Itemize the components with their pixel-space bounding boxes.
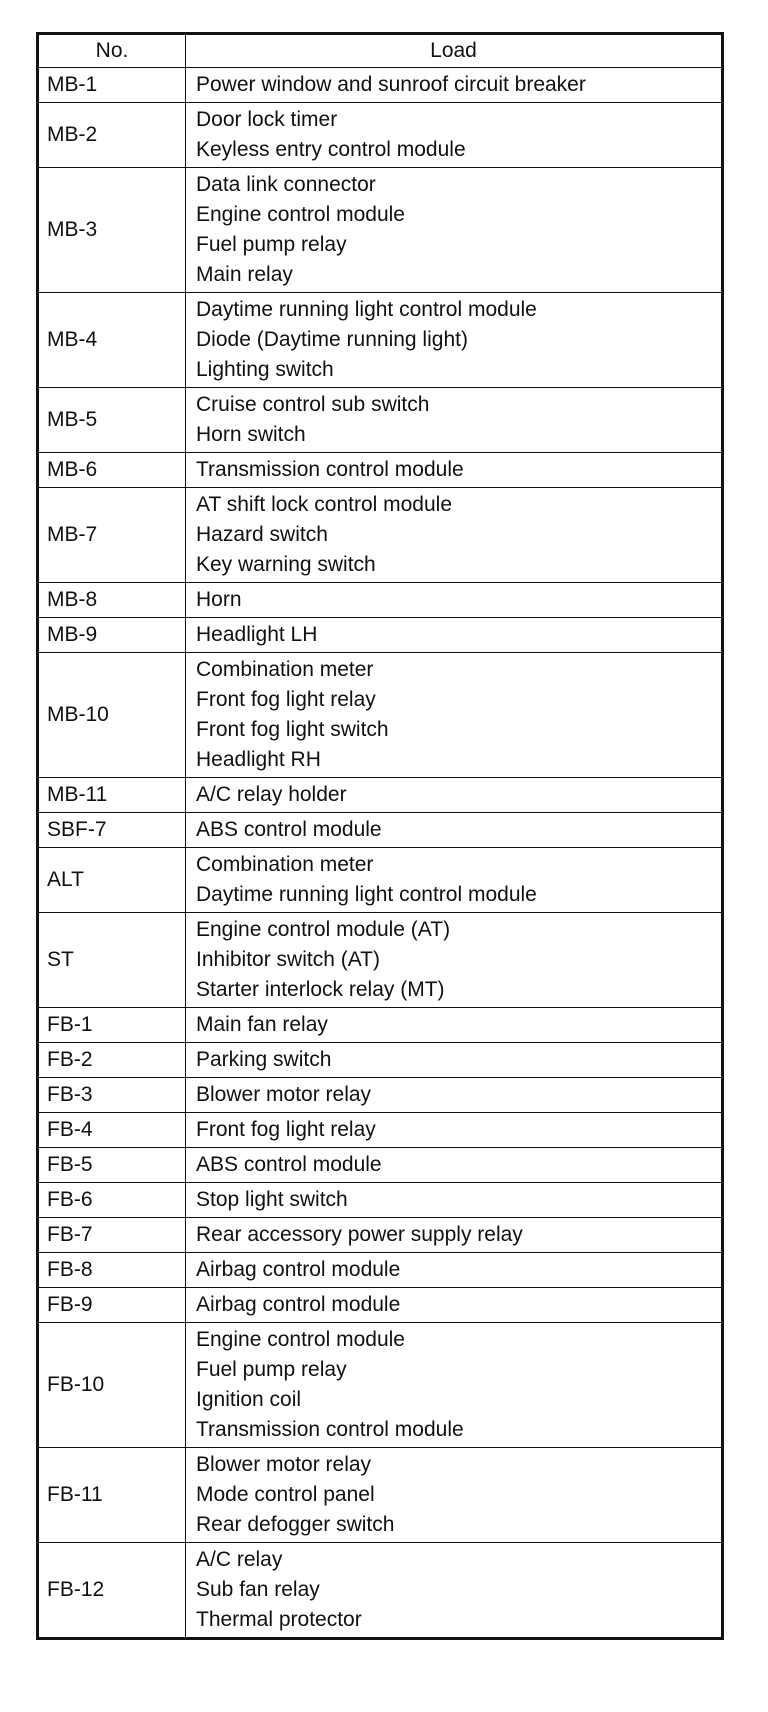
- fuse-number: MB-3: [38, 168, 186, 293]
- load-item: Transmission control module: [196, 1418, 464, 1441]
- load-item: Data link connector: [196, 173, 376, 196]
- load-cell: [186, 848, 723, 913]
- fuse-number: MB-10: [38, 653, 186, 778]
- fuse-number: FB-12: [38, 1543, 186, 1639]
- table-row: [38, 168, 723, 293]
- table-row: [38, 293, 723, 388]
- load-item: Ignition coil: [196, 1388, 302, 1411]
- fuse-number: ST: [38, 913, 186, 1008]
- fuse-number: FB-8: [38, 1253, 186, 1288]
- load-cell: [186, 1008, 723, 1043]
- table-row: [38, 68, 723, 103]
- load-cell: [186, 618, 723, 653]
- fuse-number: MB-6: [38, 453, 186, 488]
- load-cell: [186, 1113, 723, 1148]
- load-item: Diode (Daytime running light): [196, 328, 468, 351]
- load-cell: [186, 1323, 723, 1448]
- load-cell: [186, 913, 723, 1008]
- table-row: [38, 583, 723, 618]
- table-row: [38, 1043, 723, 1078]
- table-row: [38, 1543, 723, 1639]
- fuse-number: FB-9: [38, 1288, 186, 1323]
- load-item: Power window and sunroof circuit breaker: [196, 73, 586, 96]
- load-item: Sub fan relay: [196, 1578, 320, 1601]
- fuse-number: FB-5: [38, 1148, 186, 1183]
- table-row: [38, 813, 723, 848]
- header-no: No.: [38, 34, 186, 68]
- load-item: Daytime running light control module: [196, 298, 537, 321]
- load-item: Key warning switch: [196, 553, 376, 576]
- load-cell: [186, 388, 723, 453]
- fuse-number: FB-2: [38, 1043, 186, 1078]
- load-item: Transmission control module: [196, 458, 464, 481]
- load-item: Blower motor relay: [196, 1453, 372, 1476]
- table-row: [38, 453, 723, 488]
- table-row: [38, 848, 723, 913]
- load-item: Horn: [196, 588, 242, 611]
- load-item: Headlight RH: [196, 748, 321, 771]
- load-cell: [186, 1288, 723, 1323]
- header-load: Load: [186, 34, 723, 68]
- fuse-number: MB-4: [38, 293, 186, 388]
- table-row: [38, 388, 723, 453]
- load-item: Combination meter: [196, 853, 374, 876]
- load-item: Engine control module: [196, 203, 405, 226]
- fuse-load-table-wrapper: [36, 32, 724, 1640]
- load-item: Fuel pump relay: [196, 233, 347, 256]
- load-item: Horn switch: [196, 423, 306, 446]
- load-cell: [186, 453, 723, 488]
- load-item: Daytime running light control module: [196, 883, 537, 906]
- table-row: [38, 1183, 723, 1218]
- load-item: ABS control module: [196, 818, 382, 841]
- fuse-number: MB-5: [38, 388, 186, 453]
- table-row: [38, 1288, 723, 1323]
- fuse-number: FB-3: [38, 1078, 186, 1113]
- table-row: [38, 1323, 723, 1448]
- table-header: [38, 34, 723, 68]
- load-cell: [186, 488, 723, 583]
- load-item: ABS control module: [196, 1153, 382, 1176]
- table-row: [38, 618, 723, 653]
- table-row: [38, 488, 723, 583]
- load-item: Stop light switch: [196, 1188, 348, 1211]
- load-item: Keyless entry control module: [196, 138, 466, 161]
- load-item: Starter interlock relay (MT): [196, 978, 445, 1001]
- load-item: A/C relay holder: [196, 783, 347, 806]
- fuse-number: FB-7: [38, 1218, 186, 1253]
- load-item: Engine control module (AT): [196, 918, 451, 941]
- load-cell: [186, 1078, 723, 1113]
- table-row: [38, 1148, 723, 1183]
- fuse-number: FB-6: [38, 1183, 186, 1218]
- fuse-number: MB-11: [38, 778, 186, 813]
- load-cell: [186, 1043, 723, 1078]
- load-item: Door lock timer: [196, 108, 338, 131]
- load-item: Rear defogger switch: [196, 1513, 395, 1536]
- load-item: Rear accessory power supply relay: [196, 1223, 523, 1246]
- load-item: Blower motor relay: [196, 1083, 372, 1106]
- load-cell: [186, 103, 723, 168]
- load-cell: [186, 1253, 723, 1288]
- table-row: [38, 653, 723, 778]
- table-row: [38, 1113, 723, 1148]
- load-item: Fuel pump relay: [196, 1358, 347, 1381]
- table-row: [38, 1218, 723, 1253]
- fuse-number: MB-9: [38, 618, 186, 653]
- fuse-number: MB-8: [38, 583, 186, 618]
- load-item: Mode control panel: [196, 1483, 375, 1506]
- load-item: Headlight LH: [196, 623, 318, 646]
- table-row: [38, 103, 723, 168]
- table-row: [38, 1008, 723, 1043]
- load-item: Inhibitor switch (AT): [196, 948, 380, 971]
- fuse-number: MB-2: [38, 103, 186, 168]
- table-row: [38, 1253, 723, 1288]
- load-item: Front fog light relay: [196, 688, 376, 711]
- load-item: Cruise control sub switch: [196, 393, 430, 416]
- load-item: Main fan relay: [196, 1013, 328, 1036]
- load-cell: [186, 778, 723, 813]
- load-cell: [186, 813, 723, 848]
- load-cell: [186, 1218, 723, 1253]
- header-row: [38, 34, 723, 68]
- table-row: [38, 1448, 723, 1543]
- table-body: [38, 68, 723, 1639]
- load-item: Combination meter: [196, 658, 374, 681]
- load-cell: [186, 1448, 723, 1543]
- load-item: Thermal protector: [196, 1608, 362, 1631]
- load-item: A/C relay: [196, 1548, 283, 1571]
- table-row: [38, 778, 723, 813]
- table-row: [38, 1078, 723, 1113]
- load-item: Front fog light relay: [196, 1118, 376, 1141]
- load-item: Parking switch: [196, 1048, 332, 1071]
- load-cell: [186, 583, 723, 618]
- load-cell: [186, 168, 723, 293]
- load-item: Engine control module: [196, 1328, 405, 1351]
- fuse-number: FB-4: [38, 1113, 186, 1148]
- fuse-number: SBF-7: [38, 813, 186, 848]
- fuse-number: MB-7: [38, 488, 186, 583]
- load-cell: [186, 1148, 723, 1183]
- load-item: Lighting switch: [196, 358, 334, 381]
- load-cell: [186, 293, 723, 388]
- load-cell: [186, 1543, 723, 1639]
- load-item: AT shift lock control module: [196, 493, 452, 516]
- load-item: Hazard switch: [196, 523, 328, 546]
- fuse-number: FB-10: [38, 1323, 186, 1448]
- load-item: Front fog light switch: [196, 718, 389, 741]
- table-row: [38, 913, 723, 1008]
- load-item: Airbag control module: [196, 1293, 401, 1316]
- load-cell: [186, 68, 723, 103]
- fuse-number: FB-11: [38, 1448, 186, 1543]
- load-item: Main relay: [196, 263, 293, 286]
- load-item: Airbag control module: [196, 1258, 401, 1281]
- fuse-load-table: [36, 32, 724, 1640]
- load-cell: [186, 653, 723, 778]
- fuse-number: MB-1: [38, 68, 186, 103]
- fuse-number: FB-1: [38, 1008, 186, 1043]
- fuse-number: ALT: [38, 848, 186, 913]
- load-cell: [186, 1183, 723, 1218]
